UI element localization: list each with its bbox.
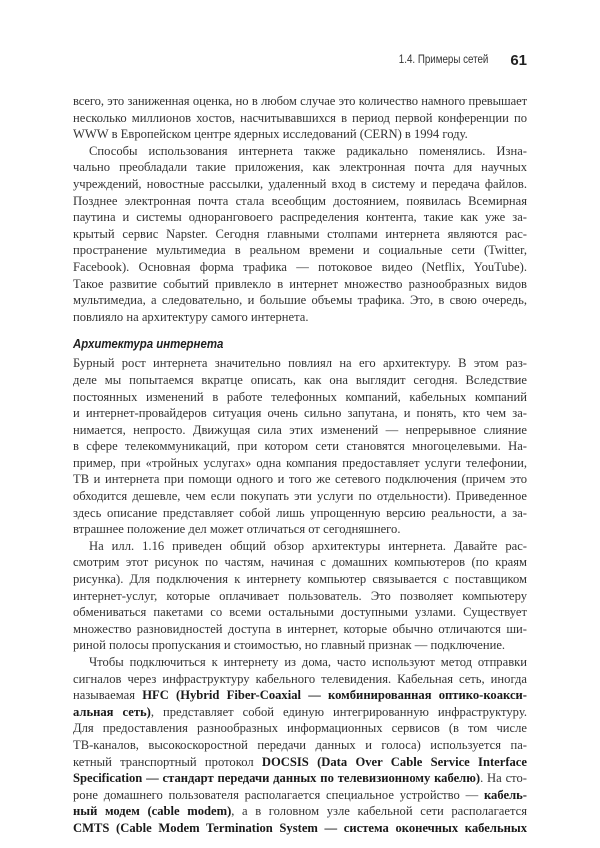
text-line — [73, 637, 527, 654]
text-run: и интернет-провайдеров ситуация очень сильно запутана, и понять, кто чем за- — [73, 406, 527, 421]
text-run: множество разновидностей доступа в интернет, которые обычно отличаются ши- — [73, 621, 527, 636]
paragraph — [73, 93, 527, 143]
text-line — [73, 471, 527, 488]
text-run: Чтобы подключиться к интернету из дома, часто используют метод отправки — [89, 655, 527, 669]
text-line — [73, 276, 527, 293]
text-line — [73, 720, 527, 737]
text-run: , представляет собой единую интегрированную инфраструктуру. — [150, 704, 527, 719]
text-run: в сфере телекоммуникаций, при котором сети становятся многоцелевыми. На- — [73, 439, 527, 454]
running-header — [0, 52, 600, 72]
text-run: Позднее электронная почта стала всеобщим достоянием, появилась Всемирная — [73, 193, 527, 208]
text-run: учреждений, новостные рассылки, удаленный вход в систему и передача файлов. — [73, 176, 527, 191]
bold-term: CMTS (Cable Modem Termination System — система оконечных кабельных — [73, 820, 527, 835]
text-run: паутина и системы одноранговоего распределения контента, такие как уже за- — [73, 210, 527, 225]
text-line — [73, 193, 527, 210]
text-line — [73, 554, 527, 571]
text-line — [73, 770, 527, 787]
text-line — [73, 505, 527, 522]
text-run: постоянных изменений в работе телефонных компаний, кабельных компаний — [73, 389, 527, 404]
bold-term: кабель- — [483, 787, 527, 802]
text-line — [73, 521, 527, 538]
text-run: крытый сервис Napster. Сегодня главными столпами интернета являются рас- — [73, 226, 527, 241]
text-line — [73, 571, 527, 588]
paragraph — [73, 143, 527, 326]
text-line — [73, 292, 527, 309]
text-line — [73, 309, 527, 326]
text-line — [73, 242, 527, 259]
text-line — [73, 259, 527, 276]
bold-term: ный модем (cable modem) — [73, 804, 232, 819]
text-line — [73, 588, 527, 605]
text-line — [73, 787, 527, 804]
text-line — [73, 704, 527, 721]
paragraph — [73, 538, 527, 654]
section-heading: Архитектура интернета — [73, 336, 224, 352]
text-run: здесь описание представляет собой лишь упрощенную версию реальности, а за- — [73, 505, 527, 520]
text-line — [73, 687, 527, 704]
paragraph — [73, 355, 527, 538]
text-run: смотрим этот рисунок по частям, начиная с домашних компьютеров (по краям — [73, 555, 527, 570]
page-number: 61 — [510, 52, 527, 69]
text-line — [73, 93, 527, 110]
text-run: . На сто- — [480, 771, 527, 786]
text-run: ТВ и интернета при помощи одного и того же сетевого подключения (причем это — [73, 472, 527, 487]
text-line — [73, 389, 527, 406]
text-run: Способы использования интернета также радикально поменялись. Изна- — [89, 143, 527, 158]
page-body — [73, 93, 527, 837]
text-line — [73, 671, 527, 688]
text-run: Такое развитие событий привлекло в интернет множество разнообразных видов — [73, 276, 527, 291]
text-run: втрашнее положение дел может отличаться от сегодняшнего. — [73, 522, 401, 537]
text-run: , а в головном узле кабельной сети располагается — [231, 804, 527, 819]
text-line — [73, 355, 527, 372]
text-line — [73, 455, 527, 472]
text-run: роне домашнего пользователя располагается специальное устройство — — [73, 787, 484, 802]
text-line — [73, 159, 527, 176]
text-line — [73, 372, 527, 389]
bold-term: HFC (Hybrid Fiber-Coaxial — комбинированная оптико-коакси- — [142, 688, 527, 703]
text-run: пример, при «тройных услугах» одна компания предоставляет услуги телефонии, — [73, 455, 527, 470]
text-run: мультимедиа, а следовательно, и большие объемы трафика. Это, в свою очередь, — [73, 293, 527, 308]
text-line — [73, 820, 527, 837]
text-run: рисунка). Для подключения к интернету компьютер связывается с поставщиком — [73, 572, 527, 587]
text-run: кетный транспортный протокол — [73, 754, 262, 769]
text-run: WWW в Европейском центре ядерных исследований (CERN) в 1994 году. — [73, 127, 468, 142]
text-line — [73, 737, 527, 754]
text-line — [73, 803, 527, 820]
bold-term: DOCSIS (Data Over Cable Service Interface — [261, 754, 527, 769]
text-run: ТВ-каналов, высокоскоростной передачи данных и голоса) используется па- — [73, 737, 527, 752]
bold-term: альная сеть) — [73, 704, 151, 719]
text-line — [73, 538, 527, 555]
text-run: называемая — [73, 688, 143, 703]
text-run: Бурный рост интернета значительно повлиял на его архитектуру. В этом раз- — [73, 356, 527, 371]
text-run: Для предоставления разнообразных информационных сервисов (в том числе — [73, 721, 527, 736]
text-line — [73, 422, 527, 439]
text-run: всего, это заниженная оценка, но в любом случае это количество намного превышает — [73, 94, 527, 108]
paragraph — [73, 654, 527, 837]
text-run: чально преобладали такие приложения, как электронная почта для научных — [73, 160, 527, 175]
text-run: интернет-услуг, которые оплачивает пользователь. Это позволяет компьютеру — [73, 588, 527, 603]
text-line — [73, 438, 527, 455]
text-run: нимается, непросто. Движущая сила этих изменений — непрерывное слияние — [73, 422, 527, 437]
text-line — [73, 654, 527, 671]
text-run: пространение мультимедиа в реальном времени и социальные сети (Twitter, — [73, 243, 527, 258]
text-line — [73, 209, 527, 226]
text-line — [73, 176, 527, 193]
text-run: риной полосы пропускания и стоимостью, но главный признак — подключение. — [73, 638, 506, 653]
bold-term: Specification — стандарт передачи данных по телевизионному кабелю) — [73, 771, 481, 786]
text-run: Facebook). Основная форма трафика — потоковое видео (Netflix, YouTube). — [73, 259, 527, 274]
text-run: деле мы попытаемся вкратце описать, как она выглядит сегодня. Вследствие — [73, 372, 527, 387]
text-line — [73, 110, 527, 127]
text-line — [73, 488, 527, 505]
text-run: сигналов через инфраструктуру кабельного телевидения. Кабельная сеть, иногда — [73, 671, 527, 686]
text-run: обмениваться пакетами со всеми остальными доступными узлами. Существует — [73, 605, 527, 620]
text-run: обходится дешевле, чем если покупать эти услуги по отдельности). Приведенное — [73, 489, 527, 504]
text-line — [73, 126, 527, 143]
running-title: 1.4. Примеры сетей — [398, 54, 488, 66]
text-run: повлияло на архитектуру самого интернета. — [73, 309, 309, 324]
text-line — [73, 226, 527, 243]
text-run: На илл. 1.16 приведен общий обзор архитектуры интернета. Давайте рас- — [89, 538, 527, 553]
text-line — [73, 143, 527, 160]
text-line — [73, 604, 527, 621]
text-run: несколько миллионов хостов, насчитывавшихся в период первой конференции по — [73, 110, 527, 125]
text-line — [73, 621, 527, 638]
text-line — [73, 754, 527, 771]
text-line — [73, 405, 527, 422]
